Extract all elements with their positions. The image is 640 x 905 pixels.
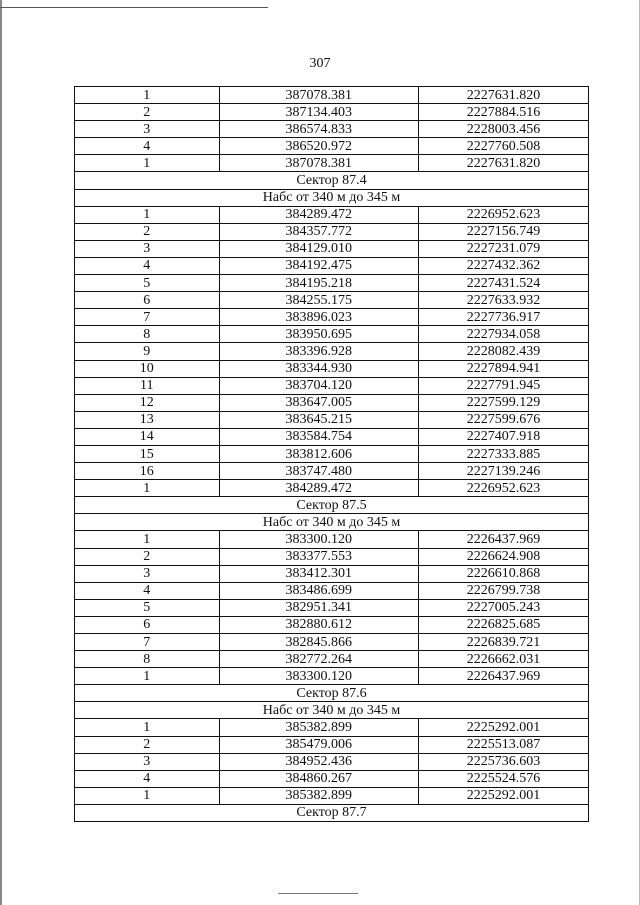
x-coordinate-cell: 383645.215 [219,411,419,428]
point-number-cell: 4 [75,257,220,274]
x-coordinate-cell: 384357.772 [219,223,419,240]
table-row [75,463,589,480]
y-coordinate-cell: 2227407.918 [419,428,589,445]
table-row [75,343,589,360]
x-coordinate-cell: 383396.928 [219,343,419,360]
table-row [75,360,589,377]
top-rule [0,7,268,8]
point-number-cell: 6 [75,292,220,309]
point-number-cell: 3 [75,565,220,582]
y-coordinate-cell: 2227333.885 [419,445,589,462]
y-coordinate-cell: 2227760.508 [419,138,589,155]
point-number-cell: 4 [75,138,220,155]
point-number-cell: 7 [75,634,220,651]
y-coordinate-cell: 2225513.087 [419,736,589,753]
point-number-cell: 8 [75,651,220,668]
y-coordinate-cell: 2226662.031 [419,651,589,668]
point-number-cell: 16 [75,463,220,480]
table-row [75,599,589,616]
table-row [75,787,589,804]
y-coordinate-cell: 2226825.685 [419,616,589,633]
table-row [75,668,589,685]
sector-title: Сектор 87.4 [75,172,589,189]
y-coordinate-cell: 2227633.932 [419,292,589,309]
table-row [75,292,589,309]
y-coordinate-cell: 2227599.129 [419,394,589,411]
x-coordinate-cell: 382845.866 [219,634,419,651]
y-coordinate-cell: 2227005.243 [419,599,589,616]
table-row [75,309,589,326]
point-number-cell: 11 [75,377,220,394]
table-row [75,326,589,343]
sector-altitude-row [75,702,589,719]
y-coordinate-cell: 2227139.246 [419,463,589,480]
y-coordinate-cell: 2227631.820 [419,87,589,104]
sector-title-row [75,804,589,821]
sector-title-row [75,172,589,189]
sector-altitude: Набс от 340 м до 345 м [75,702,589,719]
point-number-cell: 1 [75,87,220,104]
y-coordinate-cell: 2226952.623 [419,206,589,223]
y-coordinate-cell: 2227631.820 [419,155,589,172]
x-coordinate-cell: 383896.023 [219,309,419,326]
x-coordinate-cell: 383704.120 [219,377,419,394]
table-row [75,206,589,223]
x-coordinate-cell: 384860.267 [219,770,419,787]
x-coordinate-cell: 386520.972 [219,138,419,155]
y-coordinate-cell: 2227599.676 [419,411,589,428]
table-row [75,87,589,104]
y-coordinate-cell: 2226799.738 [419,582,589,599]
x-coordinate-cell: 383950.695 [219,326,419,343]
point-number-cell: 3 [75,240,220,257]
x-coordinate-cell: 383344.930 [219,360,419,377]
x-coordinate-cell: 383300.120 [219,668,419,685]
x-coordinate-cell: 385382.899 [219,787,419,804]
table-row [75,548,589,565]
x-coordinate-cell: 387078.381 [219,87,419,104]
y-coordinate-cell: 2227231.079 [419,240,589,257]
x-coordinate-cell: 382951.341 [219,599,419,616]
table-row [75,531,589,548]
x-coordinate-cell: 383747.480 [219,463,419,480]
table-row [75,582,589,599]
table-row [75,428,589,445]
point-number-cell: 2 [75,736,220,753]
table-row [75,377,589,394]
y-coordinate-cell: 2225524.576 [419,770,589,787]
table-row [75,223,589,240]
page-number: 307 [309,56,331,71]
table-row [75,753,589,770]
y-coordinate-cell: 2225292.001 [419,719,589,736]
y-coordinate-cell: 2226624.908 [419,548,589,565]
point-number-cell: 9 [75,343,220,360]
x-coordinate-cell: 384255.175 [219,292,419,309]
point-number-cell: 7 [75,309,220,326]
x-coordinate-cell: 383300.120 [219,531,419,548]
x-coordinate-cell: 385479.006 [219,736,419,753]
table-row [75,565,589,582]
point-number-cell: 6 [75,616,220,633]
bottom-rule [278,893,358,894]
point-number-cell: 4 [75,582,220,599]
sector-title: Сектор 87.6 [75,685,589,702]
x-coordinate-cell: 382772.264 [219,651,419,668]
point-number-cell: 1 [75,719,220,736]
y-coordinate-cell: 2227736.917 [419,309,589,326]
y-coordinate-cell: 2227431.524 [419,275,589,292]
table-row [75,240,589,257]
point-number-cell: 1 [75,206,220,223]
table-row [75,411,589,428]
point-number-cell: 1 [75,155,220,172]
y-coordinate-cell: 2226437.969 [419,531,589,548]
table-row [75,138,589,155]
coordinates-table-body [75,87,589,822]
table-row [75,155,589,172]
table-row [75,719,589,736]
y-coordinate-cell: 2227884.516 [419,104,589,121]
point-number-cell: 3 [75,121,220,138]
point-number-cell: 1 [75,668,220,685]
point-number-cell: 2 [75,548,220,565]
point-number-cell: 1 [75,787,220,804]
point-number-cell: 5 [75,275,220,292]
x-coordinate-cell: 386574.833 [219,121,419,138]
point-number-cell: 13 [75,411,220,428]
table-row [75,394,589,411]
x-coordinate-cell: 384289.472 [219,480,419,497]
x-coordinate-cell: 385382.899 [219,719,419,736]
y-coordinate-cell: 2227894.941 [419,360,589,377]
sector-title-row [75,497,589,514]
y-coordinate-cell: 2226952.623 [419,480,589,497]
y-coordinate-cell: 2226437.969 [419,668,589,685]
point-number-cell: 15 [75,445,220,462]
x-coordinate-cell: 384192.475 [219,257,419,274]
table-row [75,275,589,292]
sector-title: Сектор 87.7 [75,804,589,821]
x-coordinate-cell: 383584.754 [219,428,419,445]
table-row [75,616,589,633]
y-coordinate-cell: 2227934.058 [419,326,589,343]
x-coordinate-cell: 387078.381 [219,155,419,172]
table-row [75,634,589,651]
y-coordinate-cell: 2226610.868 [419,565,589,582]
point-number-cell: 2 [75,104,220,121]
x-coordinate-cell: 384289.472 [219,206,419,223]
table-row [75,736,589,753]
y-coordinate-cell: 2225292.001 [419,787,589,804]
table-row [75,770,589,787]
table-row [75,480,589,497]
table-row [75,257,589,274]
point-number-cell: 5 [75,599,220,616]
point-number-cell: 10 [75,360,220,377]
x-coordinate-cell: 383377.553 [219,548,419,565]
point-number-cell: 2 [75,223,220,240]
y-coordinate-cell: 2226839.721 [419,634,589,651]
x-coordinate-cell: 384129.010 [219,240,419,257]
sector-title-row [75,685,589,702]
scan-left-edge [0,0,2,905]
point-number-cell: 12 [75,394,220,411]
sector-altitude: Набс от 340 м до 345 м [75,189,589,206]
x-coordinate-cell: 387134.403 [219,104,419,121]
sector-altitude-row [75,189,589,206]
table-row [75,121,589,138]
sector-altitude: Набс от 340 м до 345 м [75,514,589,531]
point-number-cell: 1 [75,480,220,497]
y-coordinate-cell: 2227432.362 [419,257,589,274]
y-coordinate-cell: 2228082.439 [419,343,589,360]
point-number-cell: 3 [75,753,220,770]
table-row [75,104,589,121]
x-coordinate-cell: 383412.301 [219,565,419,582]
table-row [75,651,589,668]
x-coordinate-cell: 383812.606 [219,445,419,462]
sector-altitude-row [75,514,589,531]
y-coordinate-cell: 2227156.749 [419,223,589,240]
y-coordinate-cell: 2228003.456 [419,121,589,138]
x-coordinate-cell: 383647.005 [219,394,419,411]
x-coordinate-cell: 382880.612 [219,616,419,633]
point-number-cell: 4 [75,770,220,787]
table-row [75,445,589,462]
x-coordinate-cell: 384195.218 [219,275,419,292]
x-coordinate-cell: 384952.436 [219,753,419,770]
point-number-cell: 8 [75,326,220,343]
sector-title: Сектор 87.5 [75,497,589,514]
x-coordinate-cell: 383486.699 [219,582,419,599]
point-number-cell: 1 [75,531,220,548]
coordinates-table [74,86,589,822]
y-coordinate-cell: 2225736.603 [419,753,589,770]
y-coordinate-cell: 2227791.945 [419,377,589,394]
point-number-cell: 14 [75,428,220,445]
